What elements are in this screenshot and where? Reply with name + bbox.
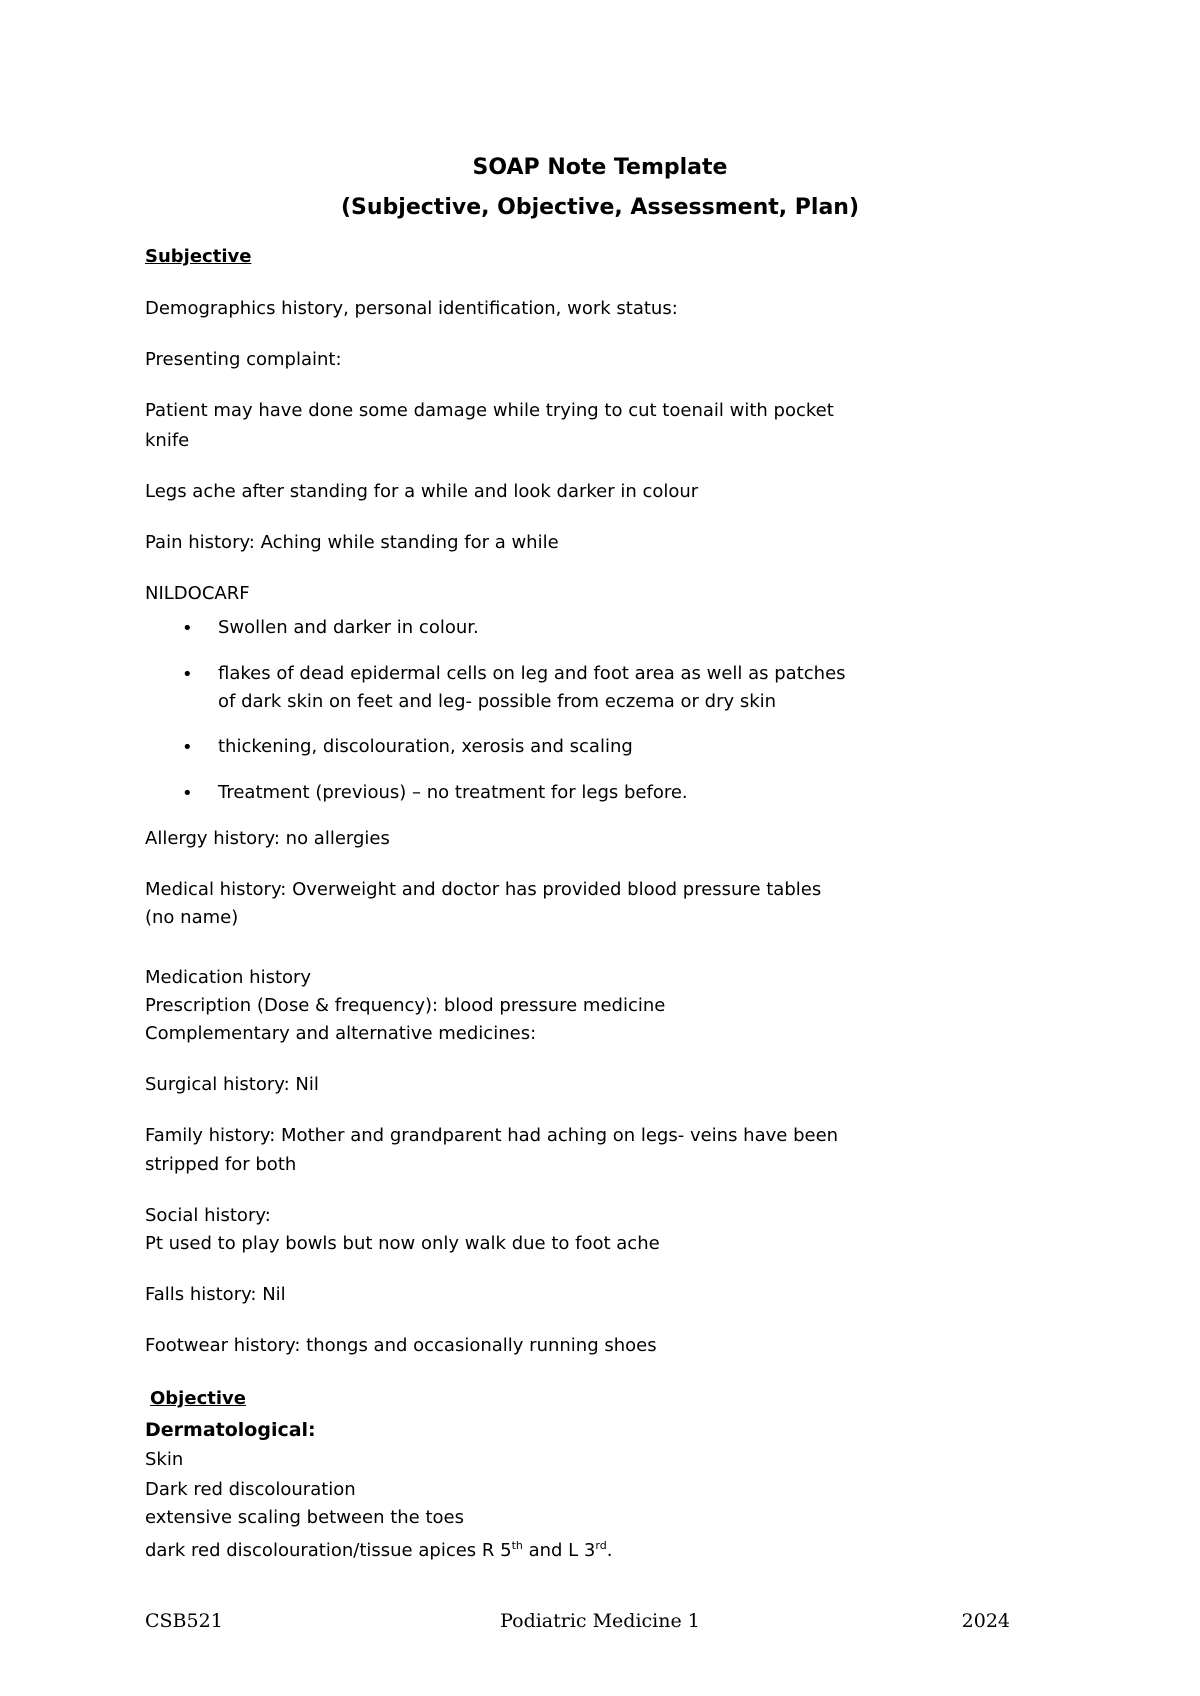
family-history-line-1: Family history: Mother and grandparent had aching on legs- veins have been bbox=[145, 1125, 839, 1146]
objective-line-1: Dark red discolouration bbox=[145, 1479, 356, 1500]
prescription-line: Prescription (Dose & frequency): blood pressure medicine bbox=[145, 995, 666, 1016]
superscript-rd: rd bbox=[595, 1539, 607, 1552]
allergy-history: Allergy history: no allergies bbox=[145, 828, 390, 849]
subjective-heading: Subjective bbox=[145, 246, 252, 267]
objective-line-3-part-c: . bbox=[606, 1540, 613, 1561]
presenting-complaint-label: Presenting complaint: bbox=[145, 349, 342, 370]
objective-line-3-part-b: and L 3 bbox=[522, 1540, 596, 1561]
superscript-th: th bbox=[511, 1539, 523, 1552]
surgical-history: Surgical history: Nil bbox=[145, 1074, 319, 1095]
objective-line-2: extensive scaling between the toes bbox=[145, 1507, 464, 1528]
social-history: Social history: bbox=[145, 1205, 271, 1226]
bullet-icon: • bbox=[182, 618, 193, 639]
dermatological-heading: Dermatological: bbox=[145, 1419, 316, 1441]
bullet-item: Treatment (previous) – no treatment for legs before. bbox=[218, 782, 688, 803]
falls-history: Falls history: Nil bbox=[145, 1284, 286, 1305]
objective-heading: Objective bbox=[150, 1388, 246, 1409]
legs-line: Legs ache after standing for a while and look darker in colour bbox=[145, 481, 699, 502]
family-history-line-2: stripped for both bbox=[145, 1154, 297, 1175]
pain-history: Pain history: Aching while standing for a while bbox=[145, 532, 559, 553]
footer-course-name: Podiatric Medicine 1 bbox=[500, 1610, 700, 1632]
medical-history-line-1: Medical history: Overweight and doctor has provided blood pressure tables bbox=[145, 879, 822, 900]
bullet-icon: • bbox=[182, 664, 193, 685]
footer-course-code: CSB521 bbox=[145, 1610, 223, 1632]
skin-label: Skin bbox=[145, 1449, 184, 1470]
complementary-line: Complementary and alternative medicines: bbox=[145, 1023, 537, 1044]
bullet-item: thickening, discolouration, xerosis and scaling bbox=[218, 736, 633, 757]
medication-history: Medication history bbox=[145, 967, 312, 988]
bullet-item: Swollen and darker in colour. bbox=[218, 617, 479, 638]
bullet-icon: • bbox=[182, 737, 193, 758]
objective-line-3 bbox=[145, 1532, 612, 1565]
objective-line-3-part-a: dark red discolouration/tissue apices R 5 bbox=[145, 1540, 512, 1561]
bullet-item: flakes of dead epidermal cells on leg and foot area as well as patches bbox=[218, 663, 846, 684]
nildocarf-label: NILDOCARF bbox=[145, 583, 250, 604]
bullet-icon: • bbox=[182, 783, 193, 804]
complaint-line-2: knife bbox=[145, 430, 190, 451]
complaint-line-1: Patient may have done some damage while trying to cut toenail with pocket bbox=[145, 400, 834, 421]
page-title: SOAP Note Template bbox=[472, 155, 728, 180]
demographics-line: Demographics history, personal identification, work status: bbox=[145, 298, 678, 319]
social-history-detail: Pt used to play bowls but now only walk due to foot ache bbox=[145, 1233, 660, 1254]
footer-year: 2024 bbox=[961, 1610, 1010, 1632]
medical-history-line-2: (no name) bbox=[145, 907, 239, 928]
footwear-history: Footwear history: thongs and occasionally running shoes bbox=[145, 1335, 657, 1356]
bullet-item-continued: of dark skin on feet and leg- possible from eczema or dry skin bbox=[218, 691, 777, 712]
page-subtitle: (Subjective, Objective, Assessment, Plan) bbox=[340, 195, 860, 220]
